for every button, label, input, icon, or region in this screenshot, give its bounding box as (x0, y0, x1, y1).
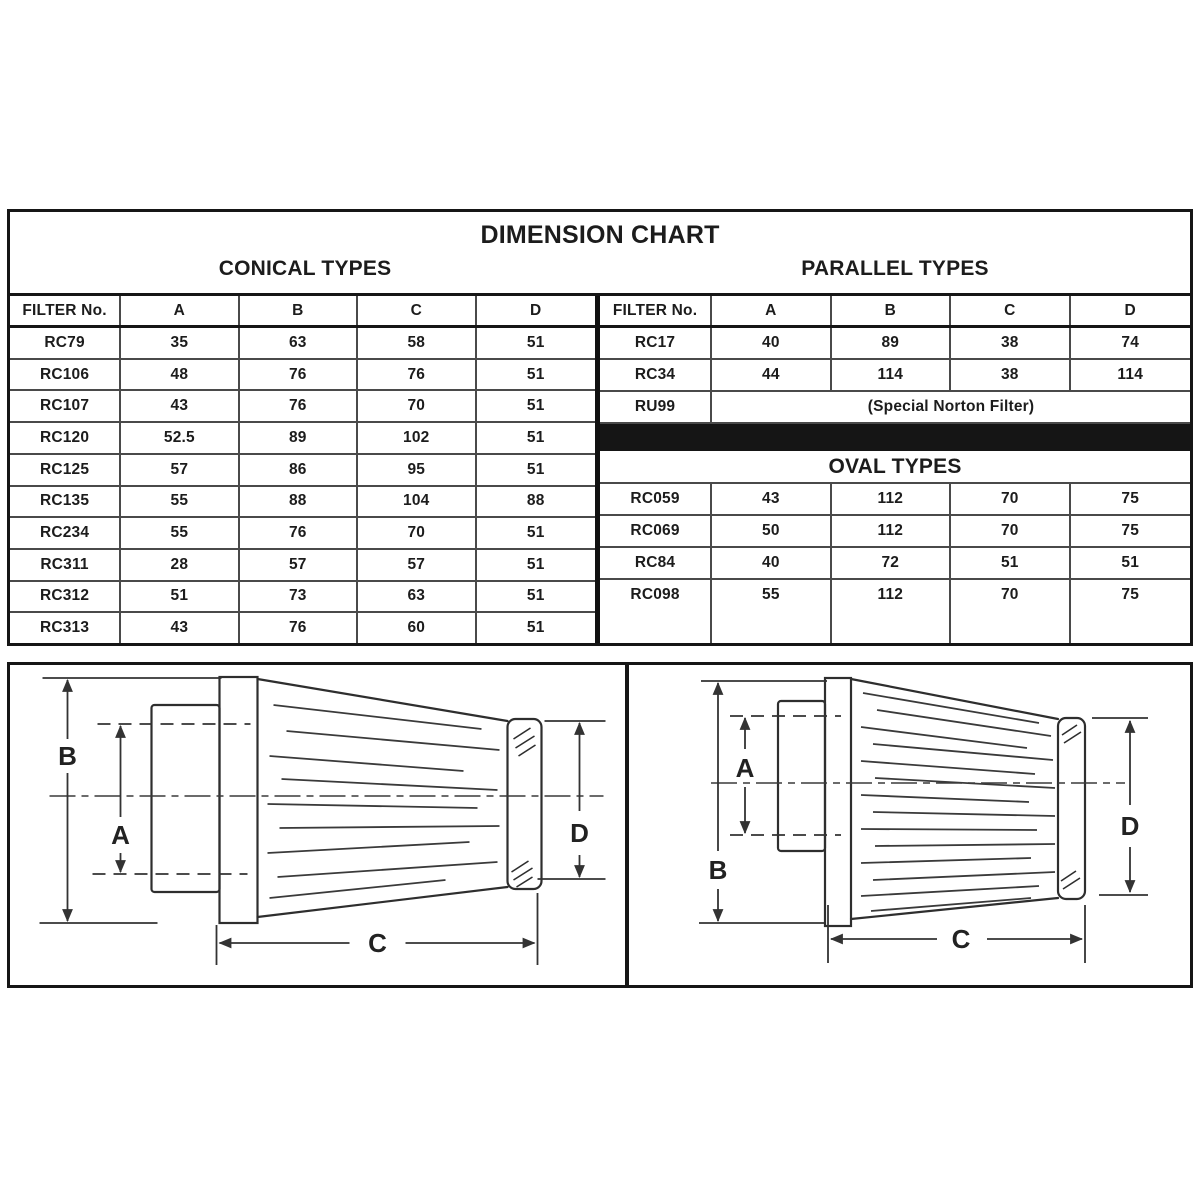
dimension-chart (7, 209, 1193, 646)
filter-no-cell: RC106 (10, 360, 121, 390)
table-row (600, 516, 1190, 548)
column-header-a: A (121, 296, 239, 325)
table-cell: 55 (712, 580, 831, 643)
table-cell: 86 (240, 455, 358, 485)
dimension-label-d: D (570, 818, 589, 848)
table-cell: 38 (951, 328, 1070, 358)
table-cell: 74 (1121, 334, 1140, 351)
section-divider-bar (600, 424, 1190, 451)
table-row (10, 455, 595, 487)
table-row (10, 487, 595, 519)
filter-no-cell: RC79 (10, 328, 121, 358)
conical-types-table (10, 296, 600, 643)
table-cell: 40 (712, 328, 831, 358)
table-row (600, 328, 1190, 360)
cone-top-edge (851, 679, 1058, 719)
table-cell: 43 (712, 484, 831, 514)
table-cell: 51 (1121, 554, 1140, 571)
table-cell: 89 (832, 328, 951, 358)
table-cell: 60 (358, 613, 476, 643)
table-cell: 76 (240, 391, 358, 421)
column-header-d: D (1124, 301, 1136, 319)
dimension-c (217, 893, 538, 965)
filter-flange (220, 677, 258, 923)
table-cell: 76 (240, 613, 358, 643)
table-row (10, 550, 595, 582)
table-cell: 76 (358, 360, 476, 390)
filter-neck (152, 705, 220, 892)
chart-title: DIMENSION CHART (480, 221, 720, 249)
oval-types-heading: OVAL TYPES (600, 451, 1190, 484)
column-header-d: D (530, 301, 542, 319)
filter-no-cell: RC34 (600, 360, 712, 390)
table-row (10, 391, 595, 423)
column-header-c: C (951, 296, 1070, 325)
filter-no-cell: RC234 (10, 518, 121, 548)
end-cap-hatch-top (1062, 725, 1081, 743)
table-row (10, 360, 595, 392)
table-cell: 51 (526, 619, 545, 637)
table-cell: 70 (951, 580, 1070, 643)
table-cell: 76 (240, 360, 358, 390)
conical-filter-drawing (10, 665, 625, 985)
dimension-label-b: B (708, 855, 728, 885)
filter-no-cell: RC313 (10, 613, 121, 643)
table-cell: 104 (358, 487, 476, 517)
filter-no-cell: RC098 (600, 580, 712, 643)
parallel-oval-table (600, 296, 1190, 643)
table-cell: 51 (526, 333, 545, 351)
table-cell: 44 (712, 360, 831, 390)
table-cell: 63 (358, 582, 476, 612)
table-cell: 51 (951, 548, 1070, 578)
table-cell: 70 (951, 484, 1070, 514)
table-cell: 57 (240, 550, 358, 580)
dimension-a (93, 724, 251, 874)
table-cell: 51 (526, 365, 545, 383)
table-cell: 112 (832, 484, 951, 514)
table-cell: 57 (121, 455, 239, 485)
dimension-c (828, 905, 1085, 963)
column-header-b: B (832, 296, 951, 325)
table-row (10, 328, 595, 360)
filter-neck (778, 701, 825, 851)
table-row (10, 613, 595, 643)
dimension-d (1092, 718, 1148, 895)
filter-part (50, 677, 604, 923)
table-cell: 51 (526, 555, 545, 573)
filter-no-cell: RC312 (10, 582, 121, 612)
table-cell: 70 (951, 516, 1070, 546)
column-header-a: A (712, 296, 831, 325)
dimension-label-b: B (58, 741, 77, 771)
filter-pleats (861, 693, 1055, 911)
table-cell: 51 (121, 582, 239, 612)
table-cell: 70 (358, 391, 476, 421)
column-header-c: C (358, 296, 476, 325)
dimension-label-d: D (1120, 811, 1140, 841)
table-cell: 88 (240, 487, 358, 517)
parallel-filter-diagram (629, 665, 1190, 985)
filter-no-cell: RC311 (10, 550, 121, 580)
table-header-row (10, 296, 595, 328)
column-header-filter-no: FILTER No. (10, 296, 121, 325)
table-cell: 58 (358, 328, 476, 358)
table-cell: 43 (121, 391, 239, 421)
cone-bottom-edge (258, 887, 508, 917)
filter-no-cell: RU99 (600, 392, 712, 422)
dimension-b (699, 681, 827, 923)
table-row (10, 423, 595, 455)
cone-bottom-edge (851, 898, 1058, 919)
table-cell: 35 (121, 328, 239, 358)
table-cell: 55 (121, 487, 239, 517)
parallel-types-heading: PARALLEL TYPES (801, 257, 989, 280)
table-cell: 57 (358, 550, 476, 580)
table-cell: 75 (1121, 522, 1140, 539)
table-cell: 51 (526, 587, 545, 605)
tables-row (10, 296, 1190, 643)
table-cell: 114 (832, 360, 951, 390)
table-cell: 40 (712, 548, 831, 578)
parallel-filter-drawing (629, 665, 1190, 985)
table-cell: 51 (526, 428, 545, 446)
filter-no-cell: RC125 (10, 455, 121, 485)
table-row (10, 518, 595, 550)
filter-no-cell: RC059 (600, 484, 712, 514)
table-cell: 75 (1121, 490, 1140, 507)
table-row (600, 360, 1190, 392)
filter-no-cell: RC84 (600, 548, 712, 578)
table-cell: 51 (526, 397, 545, 415)
table-cell: 28 (121, 550, 239, 580)
table-cell: 76 (240, 518, 358, 548)
table-row (600, 580, 1190, 643)
conical-filter-diagram (10, 665, 629, 985)
dimension-d (538, 721, 606, 879)
table-row (10, 582, 595, 614)
table-cell: 63 (240, 328, 358, 358)
table-cell: 55 (121, 518, 239, 548)
filter-no-cell: RC107 (10, 391, 121, 421)
table-cell: 51 (526, 524, 545, 542)
table-row (600, 548, 1190, 580)
table-row-special (600, 392, 1190, 424)
table-cell: 48 (121, 360, 239, 390)
end-cap (1058, 718, 1085, 899)
table-cell: 70 (358, 518, 476, 548)
table-cell: 72 (832, 548, 951, 578)
table-header-row (600, 296, 1190, 328)
table-cell: 102 (358, 423, 476, 453)
dimension-label-a: A (111, 820, 130, 850)
table-cell: 112 (832, 580, 951, 643)
table-row (600, 484, 1190, 516)
table-cell: 75 (1121, 586, 1140, 603)
dimension-label-c: C (951, 924, 971, 954)
filter-no-cell: RC17 (600, 328, 712, 358)
filter-no-cell: RC069 (600, 516, 712, 546)
table-cell: 89 (240, 423, 358, 453)
end-cap-hatch-bottom (1061, 871, 1080, 889)
conical-types-heading: CONICAL TYPES (218, 257, 392, 280)
section-headings (10, 254, 1190, 296)
table-cell: 114 (1117, 366, 1144, 383)
table-cell: 112 (832, 516, 951, 546)
filter-no-cell: RC120 (10, 423, 121, 453)
filter-no-cell: RC135 (10, 487, 121, 517)
cone-top-edge (258, 679, 508, 721)
dimension-label-c: C (368, 928, 387, 958)
diagrams-block (7, 662, 1193, 988)
table-cell: 43 (121, 613, 239, 643)
table-cell: 95 (358, 455, 476, 485)
table-cell: 51 (526, 460, 545, 478)
special-note-cell: (Special Norton Filter) (867, 398, 1035, 415)
column-header-b: B (240, 296, 358, 325)
table-cell: 38 (951, 360, 1070, 390)
table-cell: 52.5 (121, 423, 239, 453)
table-cell: 50 (712, 516, 831, 546)
end-cap-hatch-top (514, 728, 536, 756)
end-cap-hatch-bottom (512, 861, 533, 887)
dimension-b (40, 678, 222, 923)
table-cell: 73 (240, 582, 358, 612)
column-header-filter-no: FILTER No. (600, 296, 712, 325)
filter-pleats (268, 705, 500, 898)
table-cell: 88 (526, 492, 545, 510)
dimension-label-a: A (735, 753, 755, 783)
